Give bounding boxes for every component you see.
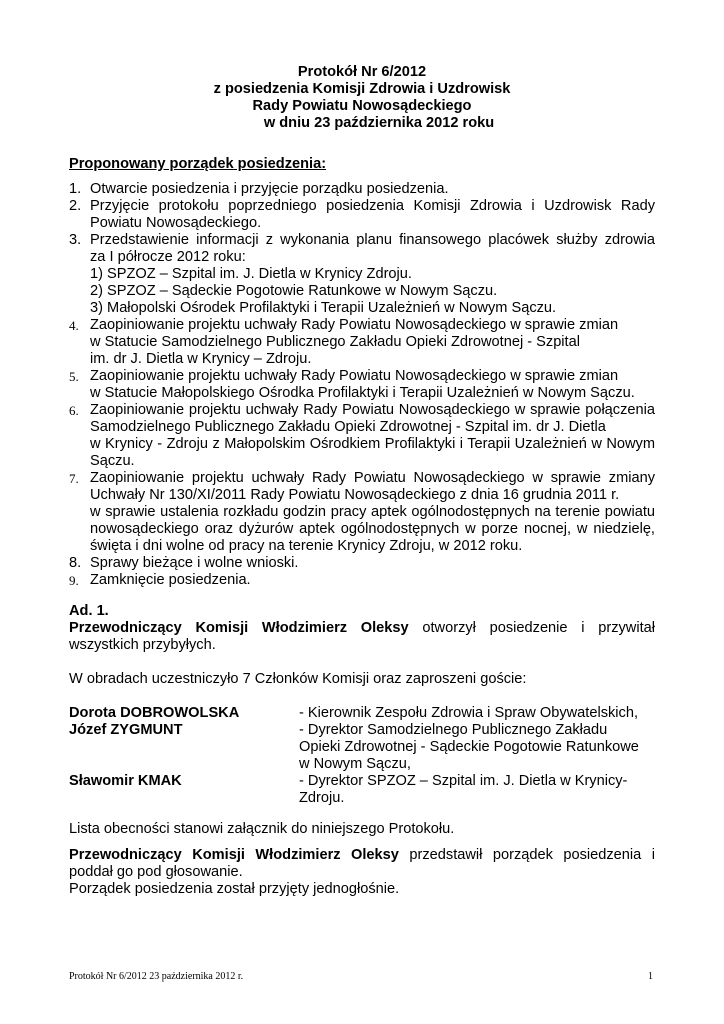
guest-role — [299, 705, 659, 722]
attendance-list-note: Lista obecności stanowi załącznik do niniejszego Protokołu. — [69, 821, 455, 837]
agenda-list — [69, 181, 655, 589]
agenda-subitem: 2) SPZOZ – Sądeckie Pogotowie Ratunkowe w Nowym Sączu. — [90, 283, 498, 299]
agenda-subitem: 1) SPZOZ – Szpital im. J. Dietla w Krynicy Zdroju. — [90, 266, 412, 282]
agenda-subitem: 3) Małopolski Ośrodek Profilaktyki i Terapii Uzależnień w Nowym Sączu. — [90, 300, 557, 316]
agenda-item-text: Otwarcie posiedzenia i przyjęcie porządku posiedzenia. — [90, 181, 449, 197]
agenda-item-text: Zaopiniowanie projektu uchwały Rady Powiatu Nowosądeckiego w sprawie zmiany — [90, 470, 655, 486]
guest-name: Józef ZYGMUNT — [69, 722, 183, 738]
agenda-item-number: 5. — [69, 369, 79, 384]
title-line-2: z posiedzenia Komisji Zdrowia i Uzdrowisk — [213, 81, 511, 97]
agenda-item-text: Przedstawienie informacji z wykonania planu finansowego placówek służby zdrowia — [90, 232, 655, 248]
agenda-item-number: 4. — [69, 318, 79, 333]
agenda-item — [69, 232, 655, 317]
ad1-paragraph-3: Porządek posiedzenia został przyjęty jednogłośnie. — [69, 881, 400, 897]
attendance-text: W obradach uczestniczyło 7 Członków Komisji oraz zaproszeni goście: — [69, 671, 527, 687]
chairman-name: Przewodniczący Komisji Włodzimierz Oleksy — [69, 847, 399, 863]
agenda-item — [69, 572, 655, 589]
guest-role-line: Opieki Zdrowotnej - Sądeckie Pogotowie Ratunkowe — [299, 739, 639, 755]
ad1-paragraph-2-line-2: poddał go pod głosowanie. — [69, 864, 243, 880]
agenda-item-text: Zaopiniowanie projektu uchwały Rady Powiatu Nowosądeckiego w sprawie zmian — [90, 368, 619, 384]
guest-name: Sławomir KMAK — [69, 773, 182, 789]
agenda-item-text: Sprawy bieżące i wolne wnioski. — [90, 555, 299, 571]
agenda-item-text: Powiatu Nowosądeckiego. — [90, 215, 262, 231]
guest-name: Dorota DOBROWOLSKA — [69, 705, 240, 721]
ad1-paragraph-1-text: otworzył posiedzenie i przywitał — [408, 620, 656, 636]
agenda-item-text: Sączu. — [90, 453, 135, 469]
agenda-item-text: w Statucie Małopolskiego Ośrodka Profilaktyki i Terapii Uzależnień w Nowym Sączu. — [90, 385, 635, 401]
guest-role — [299, 722, 659, 773]
agenda-item-text: święta i dni wolne od pracy na terenie Krynicy Zdroju, w 2012 roku. — [90, 538, 523, 554]
agenda-heading: Proponowany porządek posiedzenia: — [69, 156, 327, 172]
agenda-item-text: Przyjęcie protokołu poprzedniego posiedzenia Komisji Zdrowia i Uzdrowisk Rady — [90, 198, 655, 214]
agenda-item-text: nowosądeckiego oraz dyżurów aptek ogólnodostępnych w porze nocnej, w niedzielę, — [90, 521, 655, 537]
agenda-item-number: 1. — [69, 181, 82, 197]
agenda-item — [69, 198, 655, 232]
agenda-item-text: w sprawie ustalenia rozkładu godzin pracy aptek ogólnodostępnych na terenie powiatu — [90, 504, 655, 520]
agenda-item-text: Uchwały Nr 130/XI/2011 Rady Powiatu Nowosądeckiego z dnia 16 grudnia 2011 r. — [90, 487, 620, 503]
page-footer: Protokół Nr 6/2012 23 października 2012 r. — [69, 971, 244, 982]
guest-role-line: Zdroju. — [299, 790, 345, 806]
agenda-item-number: 2. — [69, 198, 82, 214]
agenda-item-number: 3. — [69, 232, 82, 248]
page-number: 1 — [648, 971, 653, 982]
agenda-item — [69, 402, 655, 470]
agenda-item-text: Zaopiniowanie projektu uchwały Rady Powiatu Nowosądeckiego w sprawie zmian — [90, 317, 619, 333]
ad1-paragraph-1-line-1 — [69, 620, 655, 637]
guest-role-line: - Dyrektor SPZOZ – Szpital im. J. Dietla w Krynicy- — [299, 773, 628, 789]
agenda-item — [69, 555, 655, 572]
agenda-item-text: Zamknięcie posiedzenia. — [90, 572, 251, 588]
agenda-item-number: 7. — [69, 471, 79, 486]
guest-role-line: w Nowym Sączu, — [299, 756, 411, 772]
title-line-1: Protokół Nr 6/2012 — [297, 64, 427, 80]
agenda-item-text: w Krynicy - Zdroju z Małopolskim Ośrodkiem Profilaktyki i Terapii Uzależnień w Nowym — [90, 436, 655, 452]
title-line-3: Rady Powiatu Nowosądeckiego — [252, 98, 472, 114]
agenda-item — [69, 181, 655, 198]
agenda-item-text: im. dr J. Dietla w Krynicy – Zdroju. — [90, 351, 312, 367]
agenda-item-text: Samodzielnego Publicznego Zakładu Opieki Zdrowotnej - Szpital im. dr J. Dietla — [90, 419, 606, 435]
agenda-item-number: 8. — [69, 555, 82, 571]
ad1-heading: Ad. 1. — [69, 603, 109, 619]
chairman-name: Przewodniczący Komisji Włodzimierz Oleksy — [69, 620, 409, 636]
ad1-paragraph-2-line-1 — [69, 847, 655, 864]
guest-role-line: - Dyrektor Samodzielnego Publicznego Zakładu — [299, 722, 608, 738]
agenda-item-number: 9. — [69, 573, 79, 588]
agenda-item-text: w Statucie Samodzielnego Publicznego Zakładu Opieki Zdrowotnej - Szpital — [90, 334, 580, 350]
agenda-item-text: Zaopiniowanie projektu uchwały Rady Powiatu Nowosądeckiego w sprawie połączenia — [90, 402, 655, 418]
title-line-4: w dniu 23 października 2012 roku — [263, 115, 495, 131]
guest-role-line: - Kierownik Zespołu Zdrowia i Spraw Obywatelskich, — [299, 705, 639, 721]
agenda-item-text: za I półrocze 2012 roku: — [90, 249, 246, 265]
document-title — [0, 64, 724, 132]
agenda-item — [69, 470, 655, 555]
agenda-item — [69, 368, 655, 402]
guest-role — [299, 773, 659, 807]
agenda-item-number: 6. — [69, 403, 79, 418]
ad1-paragraph-2-text: przedstawił porządek posiedzenia i — [398, 847, 655, 863]
agenda-item — [69, 317, 655, 368]
ad1-paragraph-1-line-2: wszystkich przybyłych. — [69, 637, 216, 653]
